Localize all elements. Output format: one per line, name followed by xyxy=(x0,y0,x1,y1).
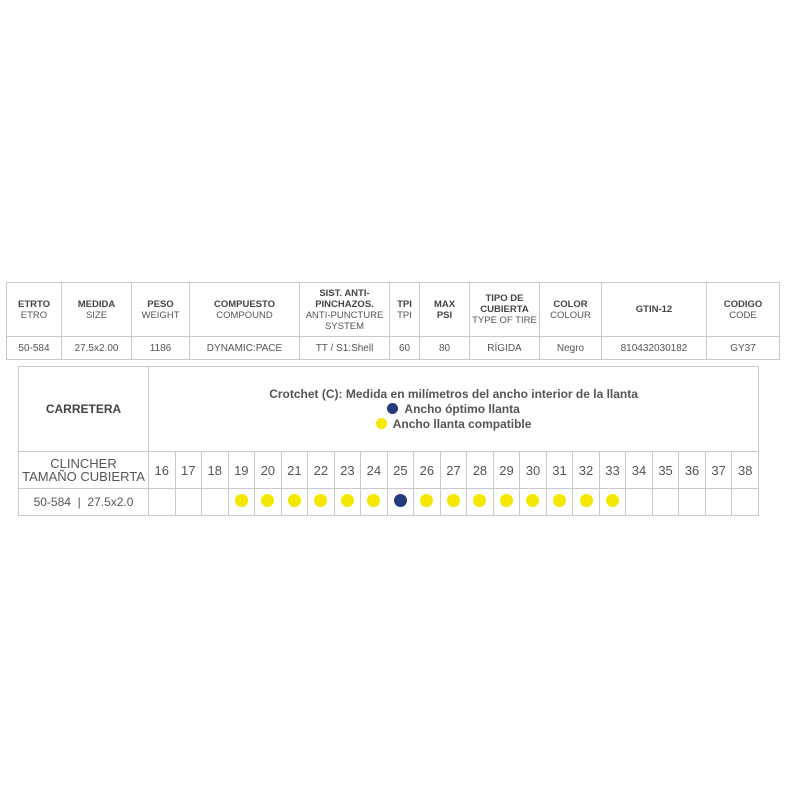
compatible-mark-icon xyxy=(473,494,486,507)
compat-cell-33 xyxy=(599,489,626,516)
compatible-mark-icon xyxy=(341,494,354,507)
rim-width-38: 38 xyxy=(732,452,759,489)
compatible-mark-icon xyxy=(606,494,619,507)
spec-header-row xyxy=(7,283,780,337)
rim-width-29: 29 xyxy=(493,452,520,489)
compat-cell-25 xyxy=(387,489,414,516)
compat-cell-26 xyxy=(414,489,441,516)
compat-cell-29 xyxy=(493,489,520,516)
spec-header-title: PESO xyxy=(147,298,174,310)
compat-cell-36 xyxy=(679,489,706,516)
rim-width-27: 27 xyxy=(440,452,467,489)
optimal-mark-icon xyxy=(394,494,407,507)
spec-header-title: TIPO DE CUBIERTA xyxy=(480,293,529,315)
compat-cell-22 xyxy=(308,489,335,516)
category-label: CARRETERA xyxy=(19,367,149,452)
spec-header-subtitle: WEIGHT xyxy=(141,309,180,321)
spec-header-cell xyxy=(62,283,132,337)
rim-width-25: 25 xyxy=(387,452,414,489)
spec-header-cell xyxy=(7,283,62,337)
legend-optimal xyxy=(149,402,758,417)
spec-cell: TT / S1:Shell xyxy=(300,337,390,360)
compatible-mark-icon xyxy=(261,494,274,507)
spec-cell: 80 xyxy=(420,337,470,360)
spec-header-cell xyxy=(602,283,707,337)
compatibility-table xyxy=(18,366,759,516)
spec-header-cell xyxy=(390,283,420,337)
legend-compatible-label: Ancho llanta compatible xyxy=(392,416,532,431)
spec-header-subtitle: ETRO xyxy=(20,309,48,321)
compat-cell-35 xyxy=(652,489,679,516)
spec-header-cell xyxy=(190,283,300,337)
compatible-mark-icon xyxy=(314,494,327,507)
spec-cell: GY37 xyxy=(707,337,780,360)
rim-width-22: 22 xyxy=(308,452,335,489)
spec-header-title: CODIGO xyxy=(723,298,763,310)
spec-header-title: MAX PSI xyxy=(433,298,456,321)
compat-cell-31 xyxy=(546,489,573,516)
spec-cell: Negro xyxy=(540,337,602,360)
spec-header-title: MEDIDA xyxy=(77,298,116,310)
rim-width-18: 18 xyxy=(202,452,229,489)
compat-cell-21 xyxy=(281,489,308,516)
spec-header-subtitle: SIZE xyxy=(85,309,108,321)
spec-header-title: COMPUESTO xyxy=(213,298,276,310)
compatible-dot-icon xyxy=(376,418,387,429)
spec-header-cell xyxy=(132,283,190,337)
rim-width-37: 37 xyxy=(705,452,732,489)
spec-cell: 60 xyxy=(390,337,420,360)
compat-cell-30 xyxy=(520,489,547,516)
rim-width-20: 20 xyxy=(255,452,282,489)
compat-cell-23 xyxy=(334,489,361,516)
compat-cell-24 xyxy=(361,489,388,516)
rim-width-24: 24 xyxy=(361,452,388,489)
spec-header-cell xyxy=(540,283,602,337)
spec-header-subtitle: TPI xyxy=(397,309,412,321)
compatible-mark-icon xyxy=(526,494,539,507)
compatible-mark-icon xyxy=(447,494,460,507)
spec-cell: 27.5x2.00 xyxy=(62,337,132,360)
spec-cell: 1186 xyxy=(132,337,190,360)
spec-header-subtitle: COMPOUND xyxy=(216,309,273,321)
rim-width-21: 21 xyxy=(281,452,308,489)
compat-cell-20 xyxy=(255,489,282,516)
spec-header-subtitle: ANTI-PUNCTURE SYSTEM xyxy=(305,309,384,332)
compat-cell-16 xyxy=(149,489,176,516)
spec-data-row xyxy=(7,337,780,360)
rim-width-35: 35 xyxy=(652,452,679,489)
spec-header-title: SIST. ANTI- PINCHAZOS. xyxy=(315,287,374,310)
size-row-label: 50-584 | 27.5x2.0 xyxy=(19,489,149,516)
spec-header-title: ETRTO xyxy=(17,298,51,310)
rim-width-36: 36 xyxy=(679,452,706,489)
compat-cell-34 xyxy=(626,489,653,516)
compat-cell-32 xyxy=(573,489,600,516)
legend-optimal-label: Ancho óptimo llanta xyxy=(404,401,520,416)
spec-table xyxy=(6,282,780,360)
size-header: CLINCHER TAMAÑO CUBIERTA xyxy=(19,452,149,489)
compat-cell-17 xyxy=(175,489,202,516)
width-header-row xyxy=(19,452,759,489)
rim-width-30: 30 xyxy=(520,452,547,489)
compat-cell-19 xyxy=(228,489,255,516)
rim-width-17: 17 xyxy=(175,452,202,489)
compat-cell-18 xyxy=(202,489,229,516)
rim-width-31: 31 xyxy=(546,452,573,489)
rim-width-34: 34 xyxy=(626,452,653,489)
rim-width-26: 26 xyxy=(414,452,441,489)
rim-width-28: 28 xyxy=(467,452,494,489)
spec-header-cell xyxy=(300,283,390,337)
compatible-mark-icon xyxy=(553,494,566,507)
compatible-mark-icon xyxy=(420,494,433,507)
spec-header-subtitle: CODE xyxy=(729,309,757,321)
rim-width-23: 23 xyxy=(334,452,361,489)
rim-width-16: 16 xyxy=(149,452,176,489)
rim-width-32: 32 xyxy=(573,452,600,489)
legend-compatible xyxy=(149,417,758,432)
spec-cell: DYNAMIC:PACE xyxy=(190,337,300,360)
spec-header-title: TPI xyxy=(397,298,412,310)
rim-width-19: 19 xyxy=(228,452,255,489)
spec-cell: RÍGIDA xyxy=(470,337,540,360)
compatible-mark-icon xyxy=(500,494,513,507)
compatible-mark-icon xyxy=(580,494,593,507)
spec-cell: 50-584 xyxy=(7,337,62,360)
compatible-mark-icon xyxy=(235,494,248,507)
spec-header-title: GTIN-12 xyxy=(635,304,673,315)
spec-header-cell xyxy=(707,283,780,337)
spec-header-title: COLOR xyxy=(553,298,588,310)
compat-cell-37 xyxy=(705,489,732,516)
size-row xyxy=(19,489,759,516)
spec-header-subtitle: TYPE OF TIRE xyxy=(472,315,537,326)
compatible-mark-icon xyxy=(288,494,301,507)
optimal-dot-icon xyxy=(387,403,398,414)
compat-cell-27 xyxy=(440,489,467,516)
rim-width-33: 33 xyxy=(599,452,626,489)
spec-header-cell xyxy=(470,283,540,337)
spec-cell: 810432030182 xyxy=(602,337,707,360)
spec-header-cell xyxy=(420,283,470,337)
compat-cell-28 xyxy=(467,489,494,516)
legend xyxy=(149,367,759,452)
compatible-mark-icon xyxy=(367,494,380,507)
spec-header-subtitle: COLOUR xyxy=(550,309,591,321)
compat-cell-38 xyxy=(732,489,759,516)
legend-title: Crotchet (C): Medida en milímetros del ancho interior de la llanta xyxy=(269,386,638,401)
